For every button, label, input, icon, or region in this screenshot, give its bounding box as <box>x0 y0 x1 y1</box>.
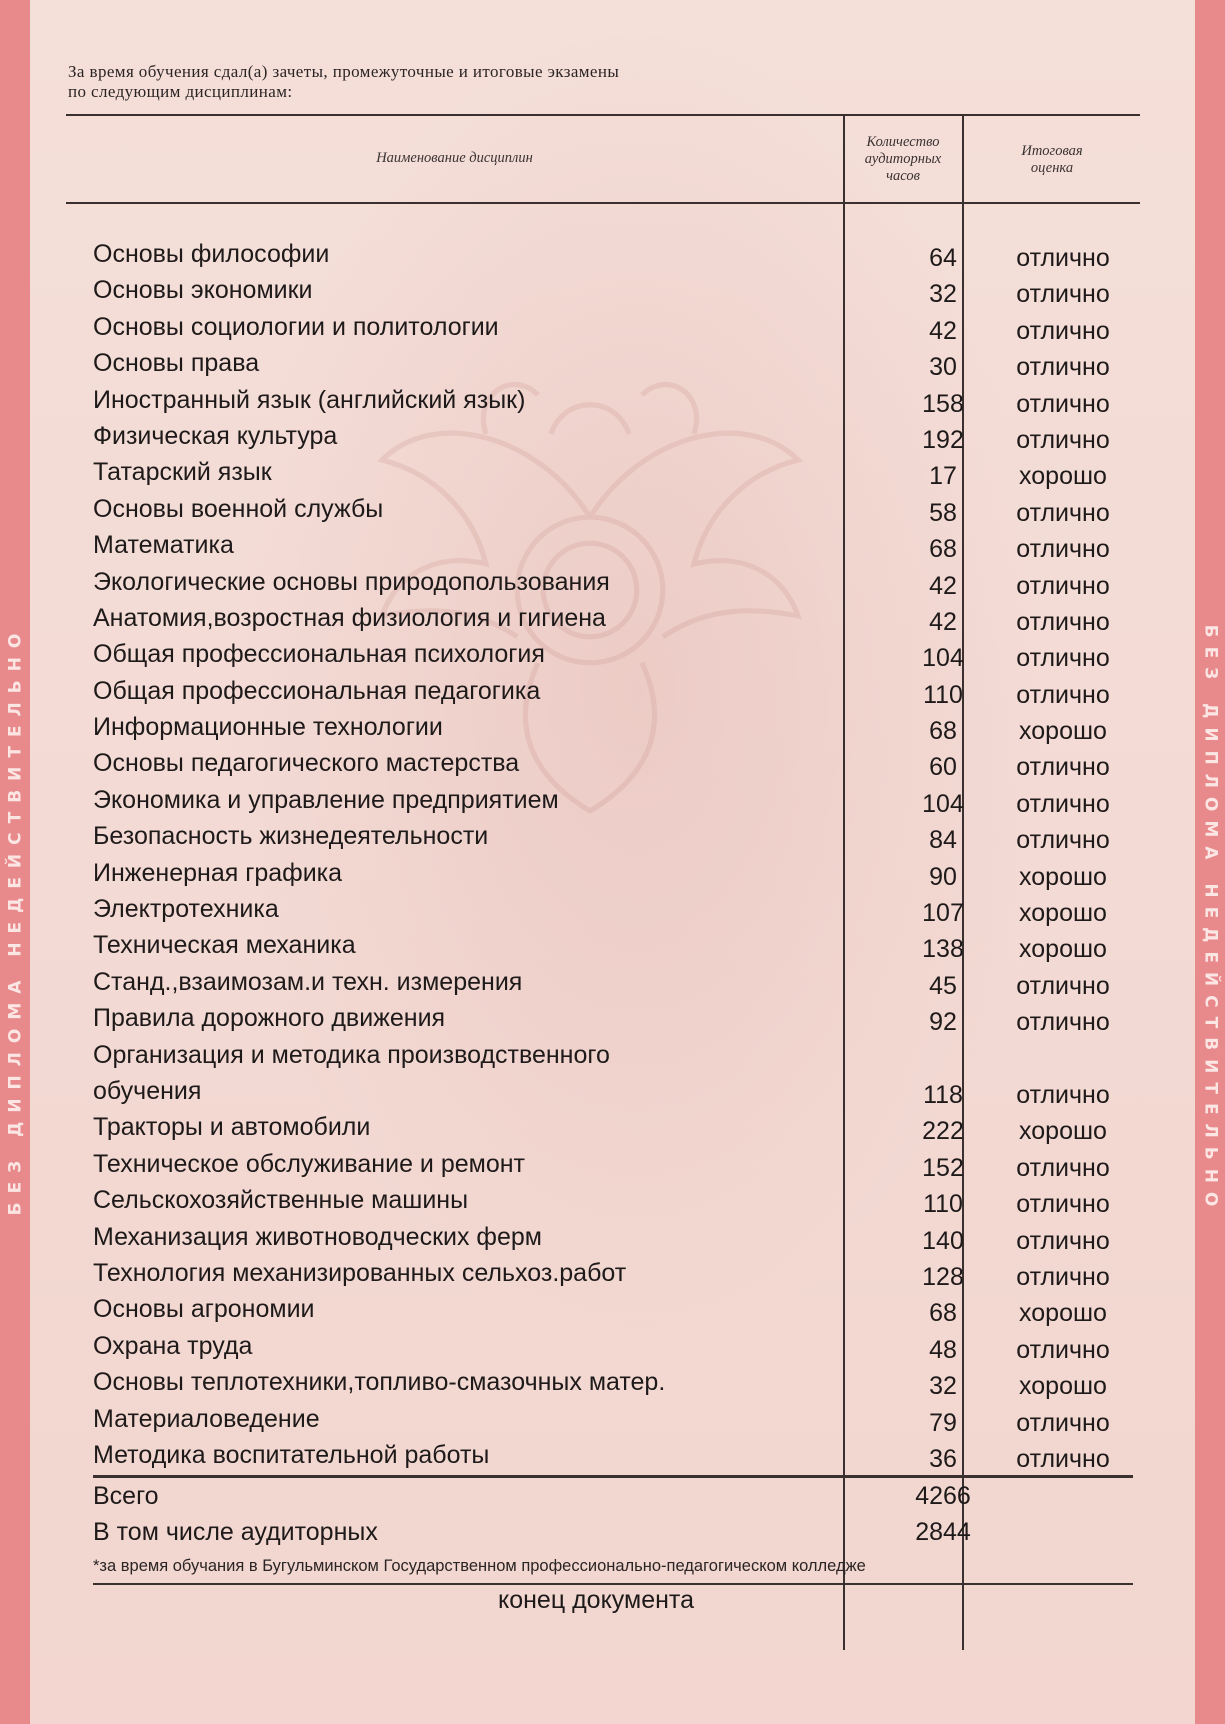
subject-grade: отлично <box>1016 498 1110 527</box>
subject-grade: хорошо <box>1019 899 1107 928</box>
table-row <box>93 1219 1133 1255</box>
subject-name: Правила дорожного движения <box>93 1004 446 1033</box>
table-row <box>93 491 1133 527</box>
subject-grade: хорошо <box>1019 935 1107 964</box>
table-row <box>93 964 1133 1000</box>
subject-name: Методика воспитательной работы <box>93 1440 490 1469</box>
document-intro <box>68 62 619 102</box>
subject-grade: отлично <box>1016 1262 1110 1291</box>
subject-grade: хорошо <box>1019 462 1107 491</box>
subject-name: Основы военной службы <box>93 494 384 523</box>
subject-hours: 32 <box>929 280 957 309</box>
subject-grade: отлично <box>1016 644 1110 673</box>
left-band-text: БЕЗ ДИПЛОМА НЕДЕЙСТВИТЕЛЬНО <box>5 624 25 1216</box>
subject-hours: 32 <box>929 1372 957 1401</box>
subject-hours: 118 <box>923 1080 963 1109</box>
right-security-band <box>1195 0 1225 1724</box>
table-row <box>93 1364 1133 1400</box>
subject-name: Основы педагогического мастерства <box>93 749 520 778</box>
footnote: *за время обучания в Бугульминском Государственном профессионально-педагогическом колледже <box>93 1557 866 1575</box>
subject-name: Информационные технологии <box>93 713 443 742</box>
subject-hours: 110 <box>923 1190 963 1219</box>
subject-hours: 104 <box>922 789 964 818</box>
subject-grade: отлично <box>1016 280 1110 309</box>
table-row <box>93 1255 1133 1291</box>
subject-hours: 90 <box>929 862 957 891</box>
table-row <box>93 891 1133 927</box>
intro-line-1: За время обучения сдал(а) зачеты, промежуточные и итоговые экзамены <box>68 62 620 81</box>
subject-hours: 45 <box>929 971 957 1000</box>
subject-grade: отлично <box>1016 243 1110 272</box>
subject-name: Основы экономики <box>93 276 313 305</box>
subject-name: Основы агрономии <box>93 1295 315 1324</box>
footnote-rule <box>93 1583 1133 1585</box>
table-row <box>93 709 1133 745</box>
table-row <box>93 454 1133 490</box>
subject-name: Основы теплотехники,топливо-смазочных матер. <box>93 1368 666 1397</box>
table-row <box>93 1328 1133 1364</box>
subject-hours: 42 <box>929 316 957 345</box>
subject-name: Технология механизированных сельхоз.работ <box>93 1258 627 1287</box>
table-top-rule <box>66 114 1140 116</box>
subject-name: Анатомия,возростная физиология и гигиена <box>93 603 606 632</box>
subject-name: Основы философии <box>93 240 330 268</box>
subject-grade: отлично <box>1016 1008 1110 1037</box>
subject-grade: хорошо <box>1019 1117 1107 1146</box>
table-row <box>93 309 1133 345</box>
auditory-row <box>93 1514 1133 1550</box>
subject-hours: 36 <box>929 1444 957 1473</box>
table-row <box>93 927 1133 963</box>
subject-hours: 140 <box>922 1226 964 1255</box>
subject-grade: отлично <box>1016 1335 1110 1364</box>
subject-name: Механизация животноводческих ферм <box>93 1222 542 1251</box>
table-row <box>93 745 1133 781</box>
subject-grade: отлично <box>1016 1153 1110 1182</box>
subject-name: Инженерная графика <box>93 858 343 887</box>
subject-grade: отлично <box>1016 971 1110 1000</box>
subject-hours: 17 <box>929 462 957 491</box>
subject-name: Татарский язык <box>93 458 272 487</box>
subject-name: Математика <box>93 531 234 560</box>
auditory-label: В том числе аудиторных <box>93 1518 378 1547</box>
column-header-grade: Итоговая оценка <box>1021 143 1083 176</box>
subject-name: Экологические основы природопользования <box>93 567 610 596</box>
subjects-table <box>93 236 1133 1473</box>
table-row <box>93 1291 1133 1327</box>
table-row <box>93 673 1133 709</box>
table-row <box>93 345 1133 381</box>
subject-name: Техническая механика <box>93 931 356 960</box>
subject-hours: 64 <box>929 243 957 272</box>
subject-name: Электротехника <box>93 895 279 924</box>
subject-name: Физическая культура <box>93 421 338 450</box>
subject-hours: 68 <box>929 717 957 746</box>
left-security-band <box>0 0 30 1724</box>
subject-hours: 222 <box>922 1117 964 1146</box>
subject-name: Организация и методика производственного <box>93 1040 610 1069</box>
subject-hours: 192 <box>922 425 964 454</box>
subject-grade: отлично <box>1016 571 1110 600</box>
table-row <box>93 855 1133 891</box>
table-row <box>93 1000 1133 1036</box>
subject-name: Материаловедение <box>93 1404 320 1433</box>
total-hours: 4266 <box>915 1481 971 1510</box>
table-row <box>93 782 1133 818</box>
subject-hours: 110 <box>923 680 963 709</box>
subject-grade: отлично <box>1016 425 1110 454</box>
subject-grade: отлично <box>1016 535 1110 564</box>
intro-line-2: по следующим дисциплинам: <box>68 82 293 101</box>
table-row <box>93 236 1133 272</box>
subject-name: Станд.,взаимозам.и техн. измерения <box>93 967 523 996</box>
totals-block <box>93 1478 1133 1551</box>
table-row <box>93 1401 1133 1437</box>
subject-name: Экономика и управление предприятием <box>93 785 559 814</box>
table-row <box>93 527 1133 563</box>
subject-hours: 128 <box>922 1262 964 1291</box>
table-row <box>93 1037 1133 1110</box>
subject-name: Техническое обслуживание и ремонт <box>93 1149 525 1178</box>
subject-grade: отлично <box>1016 680 1110 709</box>
subject-grade: отлично <box>1016 607 1110 636</box>
column-header-name: Наименование дисциплин <box>376 150 533 166</box>
subject-name: Общая профессиональная педагогика <box>93 676 541 705</box>
table-row <box>93 272 1133 308</box>
subject-hours: 42 <box>929 571 957 600</box>
subject-name: Сельскохозяйственные машины <box>93 1186 469 1215</box>
subject-grade: отлично <box>1016 1080 1110 1109</box>
subject-hours: 42 <box>929 607 957 636</box>
subject-grade: хорошо <box>1019 1372 1107 1401</box>
table-row <box>93 382 1133 418</box>
table-row <box>93 636 1133 672</box>
end-of-document: конец документа <box>498 1586 694 1614</box>
subject-hours: 92 <box>929 1008 957 1037</box>
subject-grade: отлично <box>1016 789 1110 818</box>
table-row <box>93 564 1133 600</box>
table-row <box>93 1109 1133 1145</box>
subject-hours: 152 <box>922 1153 964 1182</box>
subject-grade: отлично <box>1016 1226 1110 1255</box>
column-header-hours: Количество аудиторных часов <box>864 134 942 184</box>
subject-name: Иностранный язык (английский язык) <box>93 385 526 414</box>
subject-hours: 58 <box>929 498 957 527</box>
subject-grade: отлично <box>1016 1190 1110 1219</box>
total-label: Всего <box>93 1482 159 1510</box>
subject-grade: отлично <box>1016 389 1110 418</box>
subject-name: Тракторы и автомобили <box>93 1113 371 1142</box>
table-row <box>93 600 1133 636</box>
total-row <box>93 1478 1133 1514</box>
subject-hours: 158 <box>922 389 964 418</box>
subject-grade: хорошо <box>1019 862 1107 891</box>
subject-name-continued: обучения <box>93 1076 202 1105</box>
table-row <box>93 1182 1133 1218</box>
auditory-hours: 2844 <box>915 1518 971 1547</box>
subject-name: Охрана труда <box>93 1331 253 1360</box>
subject-hours: 60 <box>929 753 957 782</box>
subject-hours: 107 <box>922 899 964 928</box>
header-bottom-rule <box>66 202 1140 204</box>
subject-hours: 68 <box>929 1299 957 1328</box>
subject-hours: 30 <box>929 353 957 382</box>
subject-hours: 138 <box>922 935 964 964</box>
right-band-text: БЕЗ ДИПЛОМА НЕДЕЙСТВИТЕЛЬНО <box>1200 624 1220 1216</box>
table-row <box>93 1437 1133 1473</box>
subject-grade: отлично <box>1016 1408 1110 1437</box>
table-row <box>93 418 1133 454</box>
subject-hours: 84 <box>929 826 957 855</box>
subject-grade: отлично <box>1016 316 1110 345</box>
table-row <box>93 1146 1133 1182</box>
subject-grade: хорошо <box>1019 717 1107 746</box>
subject-grade: отлично <box>1016 753 1110 782</box>
subject-grade: отлично <box>1016 353 1110 382</box>
subject-name: Безопасность жизнедеятельности <box>93 822 489 851</box>
subject-hours: 68 <box>929 535 957 564</box>
subject-grade: хорошо <box>1019 1299 1107 1328</box>
subject-name: Общая профессиональная психология <box>93 640 545 669</box>
subject-hours: 48 <box>929 1335 957 1364</box>
subject-hours: 104 <box>922 644 964 673</box>
subject-name: Основы права <box>93 349 260 378</box>
subject-grade: отлично <box>1016 1444 1110 1473</box>
subject-hours: 79 <box>929 1408 957 1437</box>
subject-grade: отлично <box>1016 826 1110 855</box>
subject-name: Основы социологии и политологии <box>93 312 499 341</box>
table-row <box>93 818 1133 854</box>
